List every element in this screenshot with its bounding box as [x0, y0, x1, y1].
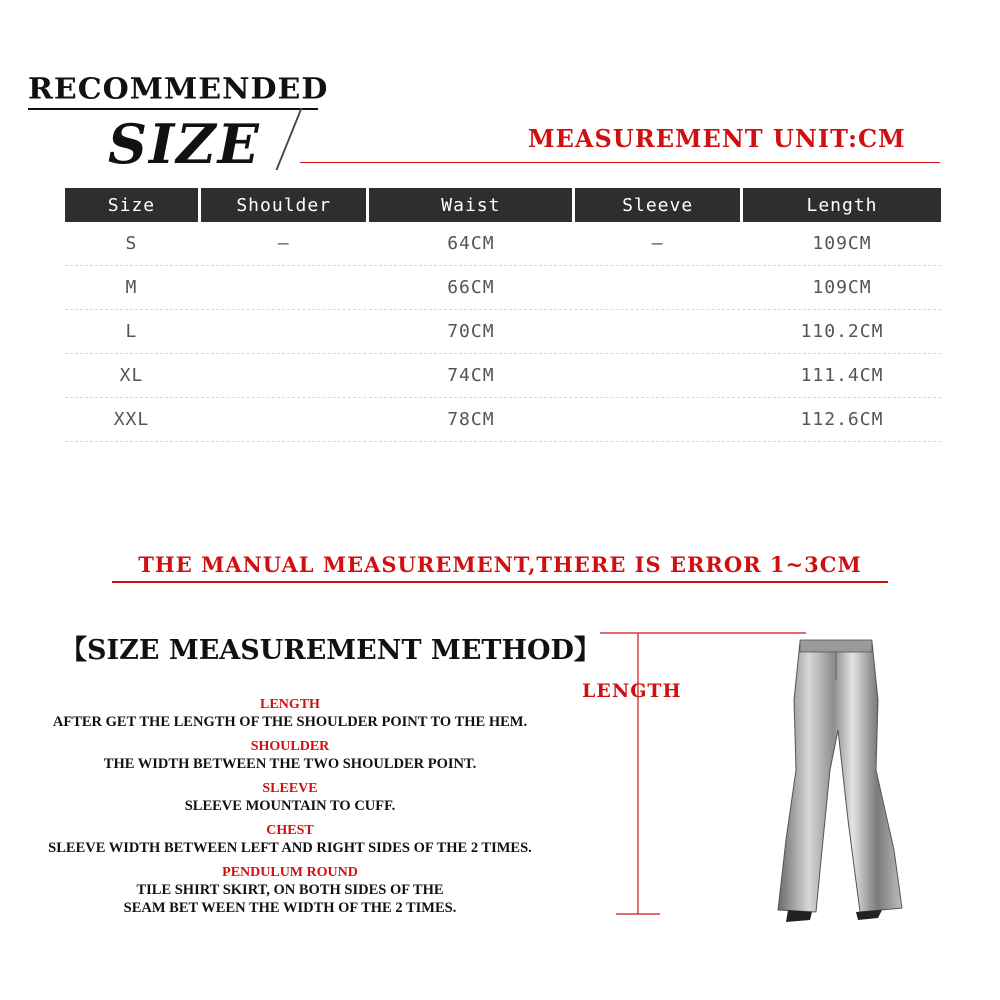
- cell-length: 109CM: [743, 266, 941, 310]
- cell-waist: 78CM: [369, 398, 572, 442]
- cell-sleeve: [575, 354, 740, 398]
- definition-term-sleeve: SLEEVE: [262, 781, 318, 796]
- heading-underline: [28, 108, 318, 110]
- column-header-sleeve: Sleeve: [575, 188, 740, 222]
- flared-pants-icon: [778, 640, 902, 922]
- cell-waist: 74CM: [369, 354, 572, 398]
- table-row: [65, 310, 941, 354]
- pants-illustration: [560, 620, 920, 940]
- table-header-row: [65, 188, 941, 222]
- definition-term-pendulum-round: PENDULUM ROUND: [222, 865, 358, 880]
- definition-text-sleeve: SLEEVE MOUNTAIN TO CUFF.: [184, 798, 396, 814]
- cell-shoulder: [201, 354, 366, 398]
- cell-size: XXL: [65, 398, 198, 442]
- column-header-size: Size: [65, 188, 198, 222]
- measurement-unit-label: MEASUREMENT UNIT:CM: [528, 124, 906, 153]
- measurement-error-note: THE MANUAL MEASUREMENT,THERE IS ERROR 1~3CM: [138, 552, 862, 577]
- recommended-heading: RECOMMENDED: [28, 72, 329, 107]
- cell-size: L: [65, 310, 198, 354]
- cell-size: S: [65, 222, 198, 266]
- cell-sleeve: [575, 266, 740, 310]
- definition-text-chest: SLEEVE WIDTH BETWEEN LEFT AND RIGHT SIDES OF THE 2 TIMES.: [48, 840, 532, 856]
- definition-term-shoulder: SHOULDER: [250, 739, 330, 754]
- column-header-waist: Waist: [369, 188, 572, 222]
- cell-size: XL: [65, 354, 198, 398]
- method-heading: 【SIZE MEASUREMENT METHOD】: [60, 635, 601, 666]
- table-row: [65, 354, 941, 398]
- length-indicator-label: LENGTH: [582, 680, 682, 702]
- definition-text-length: AFTER GET THE LENGTH OF THE SHOULDER POINT TO THE HEM.: [52, 714, 528, 730]
- column-header-length: Length: [743, 188, 941, 222]
- cell-sleeve: —: [575, 222, 740, 266]
- cell-waist: 66CM: [369, 266, 572, 310]
- definition-term-chest: CHEST: [266, 823, 314, 838]
- cell-length: 109CM: [743, 222, 941, 266]
- cell-shoulder: [201, 266, 366, 310]
- definitions-list: [20, 697, 560, 925]
- definition-text-shoulder: THE WIDTH BETWEEN THE TWO SHOULDER POINT.: [103, 756, 477, 772]
- heading-slant-divider: [275, 108, 302, 170]
- cell-length: 111.4CM: [743, 354, 941, 398]
- cell-waist: 70CM: [369, 310, 572, 354]
- cell-length: 112.6CM: [743, 398, 941, 442]
- cell-shoulder: [201, 310, 366, 354]
- header-red-rule: [300, 162, 940, 163]
- cell-waist: 64CM: [369, 222, 572, 266]
- table-row: [65, 398, 941, 442]
- table-row: [65, 266, 941, 310]
- cell-length: 110.2CM: [743, 310, 941, 354]
- cell-sleeve: [575, 398, 740, 442]
- table-row: [65, 222, 941, 266]
- cell-size: M: [65, 266, 198, 310]
- column-header-shoulder: Shoulder: [201, 188, 366, 222]
- note-underline: [112, 581, 888, 583]
- cell-shoulder: [201, 398, 366, 442]
- cell-shoulder: —: [201, 222, 366, 266]
- size-heading: SIZE: [108, 112, 261, 176]
- cell-sleeve: [575, 310, 740, 354]
- definition-text-pendulum-round: TILE SHIRT SKIRT, ON BOTH SIDES OF THE SEAM BET WEEN THE WIDTH OF THE 2 TIMES.: [123, 882, 457, 916]
- size-chart-table: [62, 188, 944, 442]
- definition-term-length: LENGTH: [260, 697, 320, 712]
